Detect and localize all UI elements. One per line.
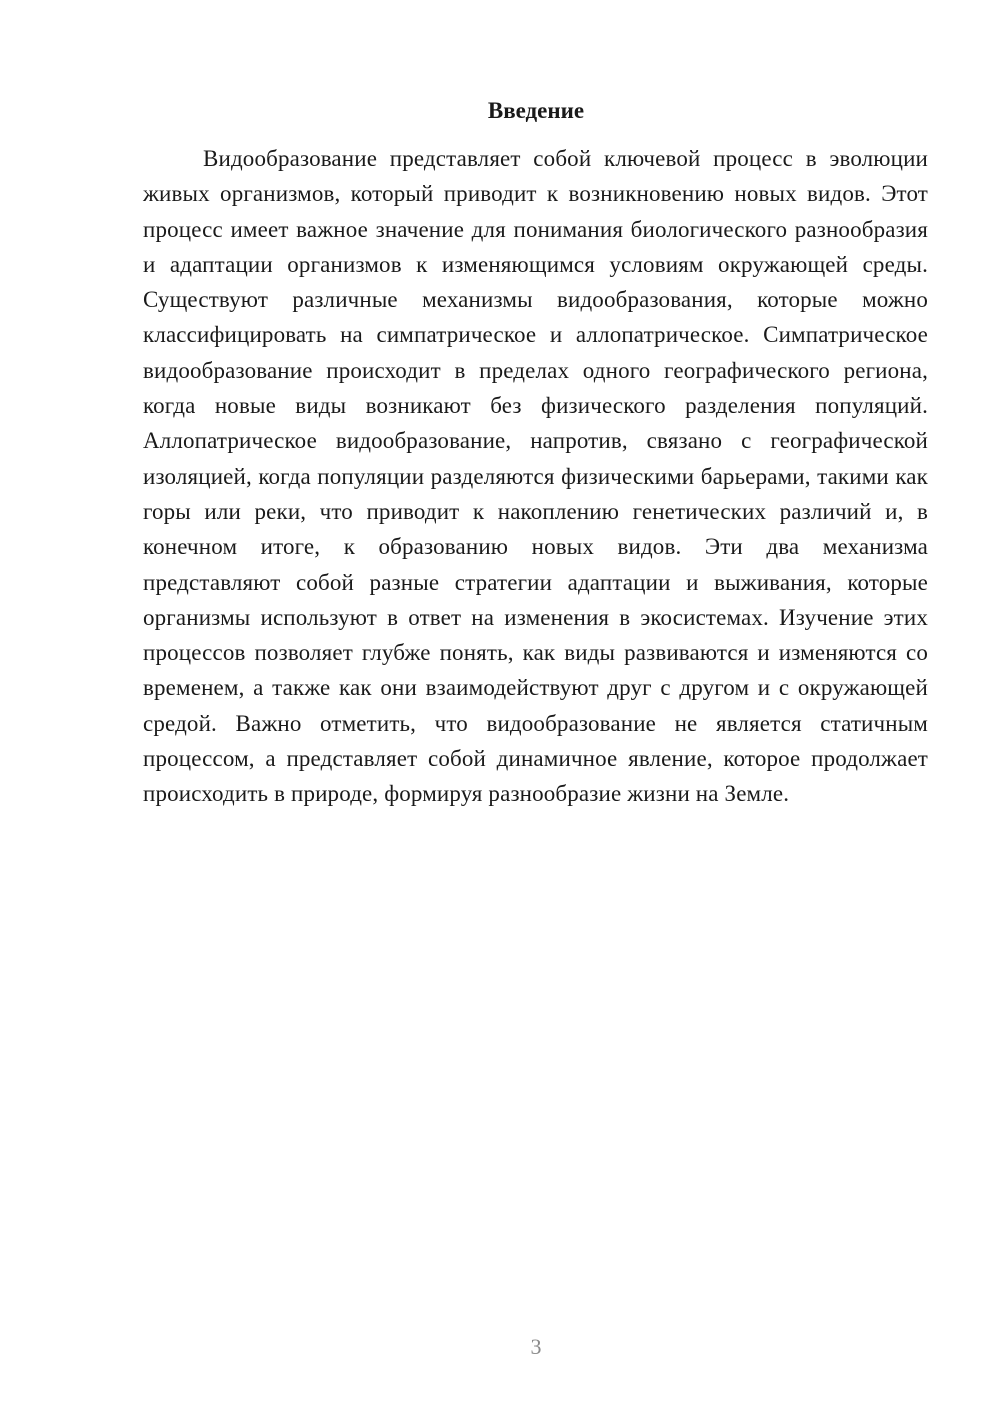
page-number: 3 xyxy=(530,1334,542,1359)
section-heading: Введение xyxy=(487,98,585,123)
body-paragraph: Видообразование представляет собой ключевой процесс в эволюции живых организмов, который приводит к возникновению новых видов. Этот процесс имеет важное значение для понимания биологического разнообразия и адаптации организмов к изменяющимся условиям окружающей среды. Существуют различные механизмы видообразования, которые можно классифицировать на симпатрическое и аллопатрическое. Симпатрическое видообразование происходит в пределах одного географического региона, когда новые виды возникают без физического разделения популяций. Аллопатрическое видообразование, напротив, связано с географической изоляцией, когда популяции разделяются физическими барьерами, такими как горы или реки, что приводит к накоплению генетических различий и, в конечном итоге, к образованию новых видов. Эти два механизма представляют собой разные стратегии адаптации и выживания, которые организмы используют в ответ на изменения в экосистемах. Изучение этих процессов позволяет глубже понять, как виды развиваются и изменяются со временем, а также как они взаимодействуют друг с другом и с окружающей средой. Важно отметить, что видообразование не является статичным процессом, а представляет собой динамичное явление, которое продолжает происходить в природе, формируя разнообразие жизни на Земле. xyxy=(143,146,928,807)
